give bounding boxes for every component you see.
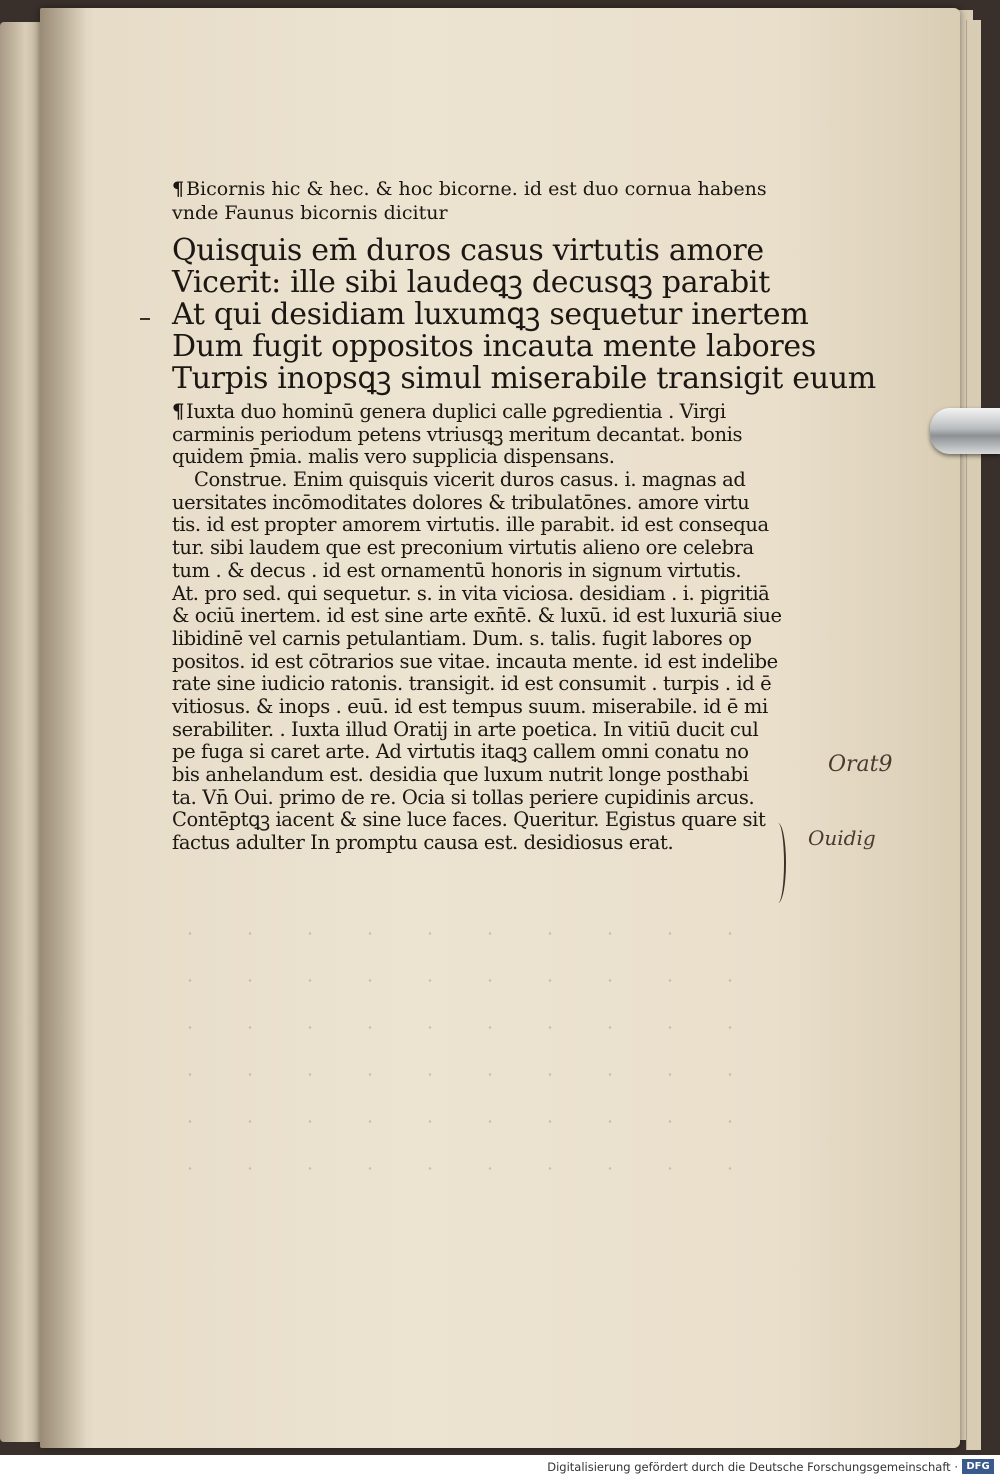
commentary-line: rate sine iudicio ratonis. transigit. id est consumit . turpis . id ē <box>172 672 772 696</box>
commentary-line: serabiliter. . Iuxta illud Oratij in arte poetica. In vitiū ducit cul <box>172 717 759 741</box>
pilcrow-mark: ¶ <box>172 178 185 200</box>
commentary-line: At. pro sed. qui sequetur. s. in vita viciosa. desidiam . i. pigritiā <box>172 581 770 605</box>
commentary-line: ta. Vn̄ Oui. primo de re. Ocia si tollas periere cupidinis arcus. <box>172 785 755 809</box>
page-clip-tab <box>930 408 1000 454</box>
page-stack-edge <box>966 20 981 1450</box>
margin-note-oratius: Orat9 <box>828 752 893 777</box>
commentary-line: vitiosus. & inops . euū. id est tempus suum. miserabile. id ē mi <box>172 694 768 718</box>
dfg-logo: DFG <box>962 1459 994 1474</box>
verse-line: At qui desidiam luxumꝗꝫ sequetur inertem <box>172 297 809 332</box>
commentary-line: tis. id est propter amorem virtutis. ille parabit. id est consequa <box>172 513 769 537</box>
gloss-paragraph <box>172 180 802 228</box>
commentary-line <box>172 402 802 425</box>
commentary-line: carminis periodum petens vtriusꝗꝫ meritum decantat. bonis <box>172 422 743 446</box>
commentary-line: tum . & decus . id est ornamentū honoris in signum virtutis. <box>172 558 742 582</box>
commentary-line: uersitates incōmoditates dolores & tribulatōnes. amore virtu <box>172 490 750 514</box>
margin-brace-mark <box>770 823 786 903</box>
margin-note-ouidius: Ouidig <box>808 826 876 850</box>
commentary-line: & ociū inertem. id est sine arte exn̄tē. & luxū. id est luxuriā siue <box>172 604 782 628</box>
verse-line: Turpis inopsꝗꝫ simul miserabile transigit euum <box>172 361 876 396</box>
pilcrow-mark: ¶ <box>172 400 185 423</box>
commentary-line: Construe. Enim quisquis vicerit duros casus. i. magnas ad <box>194 468 746 492</box>
commentary-text: Iuxta duo hominū genera duplici calle ꝑgredientia . Virgi <box>186 400 726 423</box>
margin-dash-mark <box>140 318 150 320</box>
gloss-line: vnde Faunus bicornis dicitur <box>172 202 448 224</box>
commentary-line: quidem p̄mia. malis vero supplicia dispensans. <box>172 445 615 469</box>
commentary-line: positos. id est cōtrarios sue vitae. incauta mente. id est indelibe <box>172 649 778 673</box>
verse-block <box>172 233 876 396</box>
verse-line: Quisquis em̄ duros casus virtutis amore <box>172 233 764 268</box>
gloss-line <box>172 180 802 204</box>
verse-line: Vicerit: ille sibi laudeꝗꝫ decusꝗꝫ parabit <box>172 265 770 300</box>
commentary-line: Contēptꝗꝫ iacent & sine luce faces. Queritur. Egistus quare sit <box>172 808 766 832</box>
footer-bar <box>0 1455 1000 1479</box>
verse-line: Dum fugit oppositos incauta mente labores <box>172 329 816 364</box>
gutter-shadow <box>40 8 86 1448</box>
previous-page-edge <box>0 22 42 1442</box>
commentary-line: factus adulter In promptu causa est. desidiosus erat. <box>172 831 674 855</box>
commentary-line: bis anhelandum est. desidia que luxum nutrit longe posthabi <box>172 763 749 786</box>
footer-credit: Digitalisierung gefördert durch die Deutsche Forschungsgemeinschaft · <box>547 1460 958 1474</box>
commentary-line: pe fuga si caret arte. Ad virtutis itaꝗꝫ callem omni conatu no <box>172 740 749 764</box>
commentary-paragraph <box>172 402 802 856</box>
page-speckles <box>160 910 780 1210</box>
commentary-line: tur. sibi laudem que est preconium virtutis alieno ore celebra <box>172 536 754 560</box>
gloss-text: Bicornis hic & hec. & hoc bicorne. id est duo cornua habens <box>186 178 767 200</box>
commentary-line: libidinē vel carnis petulantiam. Dum. s. talis. fugit labores op <box>172 626 752 650</box>
